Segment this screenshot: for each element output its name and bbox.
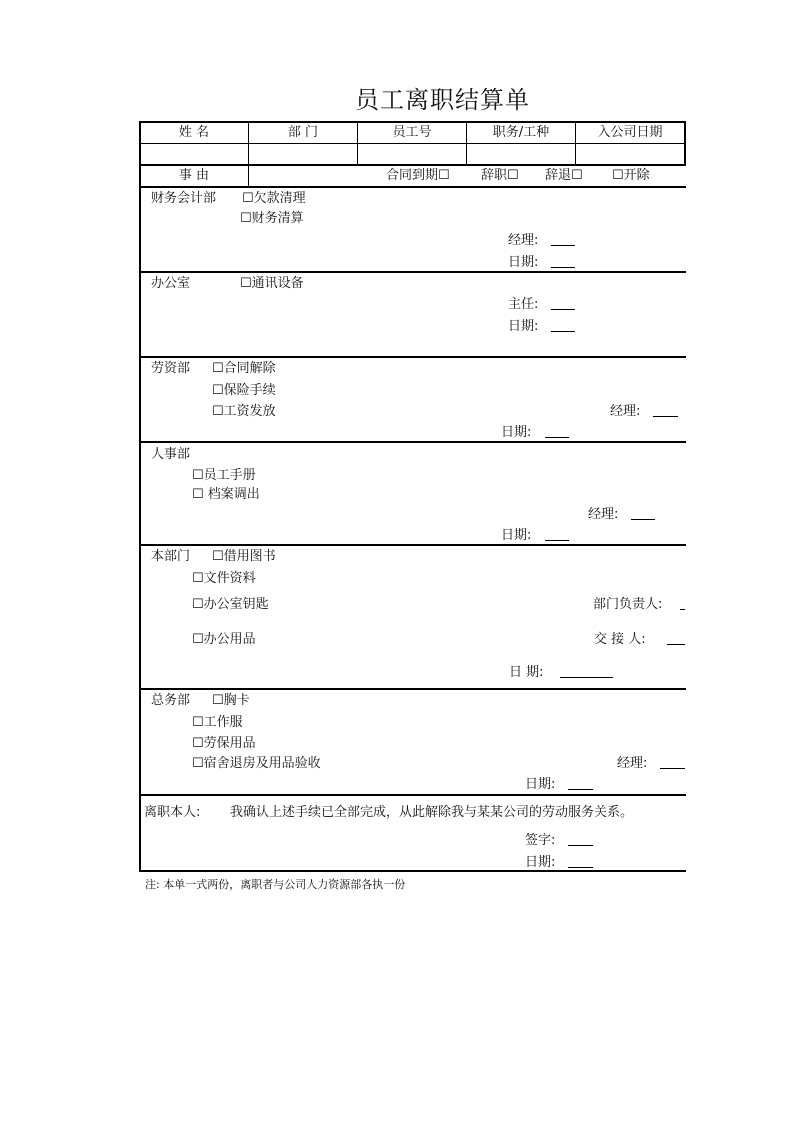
finance-date-label: 日期:: [508, 255, 539, 270]
finance-dept-label: 财务会计部: [151, 191, 217, 206]
hr-dept-label: 人事部: [151, 447, 191, 462]
labor-date-label: 日期:: [501, 425, 532, 440]
finance-item-settlement[interactable]: ☐财务清算: [240, 211, 304, 226]
hr-date-line[interactable]: [545, 530, 569, 541]
labor-manager-label: 经理:: [610, 404, 641, 419]
hr-section-bottom: [139, 544, 686, 546]
general-manager-label: 经理:: [617, 756, 648, 771]
finance-section-bottom: [139, 271, 686, 273]
office-section-bottom: [139, 356, 686, 358]
labor-date-line[interactable]: [545, 427, 569, 438]
office-dept-label: 办公室: [151, 276, 191, 291]
confirm-sign-label: 签字:: [525, 833, 556, 848]
hr-date-label: 日期:: [501, 528, 532, 543]
general-item-protective[interactable]: ☐劳保用品: [192, 736, 256, 751]
join-date-cell[interactable]: [577, 145, 683, 163]
dept-item-office-keys[interactable]: ☐办公室钥匙: [192, 597, 269, 612]
general-item-dormitory[interactable]: ☐宿舍退房及用品验收: [192, 756, 321, 771]
reason-dismissal[interactable]: 辞退☐: [545, 168, 583, 183]
confirm-sign-line[interactable]: [568, 835, 593, 846]
reason-resignation[interactable]: 辞职☐: [481, 168, 519, 183]
header-position: 职务/工种: [492, 125, 550, 140]
reason-expulsion[interactable]: ☐开除: [612, 168, 650, 183]
labor-manager-line[interactable]: [653, 406, 678, 417]
hr-item-file-transfer[interactable]: ☐ 档案调出: [192, 487, 260, 502]
table-border-left: [139, 122, 141, 872]
dept-item-documents[interactable]: ☐文件资料: [192, 571, 256, 586]
finance-manager-line[interactable]: [551, 235, 575, 246]
general-dept-label: 总务部: [151, 693, 191, 708]
dept-head-line[interactable]: [680, 599, 685, 610]
office-director-line[interactable]: [551, 299, 575, 310]
hr-manager-line[interactable]: [631, 509, 655, 520]
employee-id-cell[interactable]: [359, 145, 465, 163]
name-cell[interactable]: [141, 145, 247, 163]
department-cell[interactable]: [250, 145, 356, 163]
dept-item-books[interactable]: ☐借用图书: [212, 549, 276, 564]
header-row-divider: [139, 143, 686, 144]
labor-item-contract[interactable]: ☐合同解除: [212, 361, 276, 376]
confirm-date-label: 日期:: [525, 855, 556, 870]
office-director-label: 主任:: [508, 297, 539, 312]
general-item-badge[interactable]: ☐胸卡: [212, 693, 250, 708]
hr-item-handbook[interactable]: ☐员工手册: [192, 468, 256, 483]
table-border-top: [139, 121, 686, 123]
dept-label: 本部门: [151, 549, 191, 564]
header-employee-id: 员工号: [392, 125, 432, 140]
col-divider-5: [684, 122, 686, 165]
dept-handover-label: 交 接 人:: [594, 632, 646, 647]
labor-item-salary[interactable]: ☐工资发放: [212, 404, 276, 419]
reason-label: 事 由: [178, 168, 210, 183]
finance-manager-label: 经理:: [508, 233, 539, 248]
page-title: 员工离职结算单: [355, 86, 530, 114]
office-date-label: 日期:: [508, 319, 539, 334]
header-join-date: 入公司日期: [597, 125, 663, 140]
reason-contract-expiry[interactable]: 合同到期☐: [386, 168, 450, 183]
dept-handover-line[interactable]: [667, 634, 685, 645]
general-item-uniform[interactable]: ☐工作服: [192, 715, 243, 730]
general-date-line[interactable]: [568, 779, 593, 790]
general-manager-line[interactable]: [660, 758, 685, 769]
header-name: 姓 名: [178, 125, 210, 140]
dept-item-supplies[interactable]: ☐办公用品: [192, 632, 256, 647]
labor-item-insurance[interactable]: ☐保险手续: [212, 383, 276, 398]
confirm-statement: 我确认上述手续已全部完成，从此解除我与某某公司的劳动服务关系。: [230, 805, 634, 820]
general-section-bottom: [139, 794, 686, 796]
finance-item-debt[interactable]: ☐欠款清理: [242, 191, 306, 206]
office-item-telecom[interactable]: ☐通讯设备: [240, 276, 304, 291]
dept-section-bottom: [139, 688, 686, 690]
header-department: 部 门: [287, 125, 319, 140]
position-cell[interactable]: [468, 145, 574, 163]
reason-row-bottom: [139, 186, 686, 188]
dept-date-line[interactable]: [560, 667, 613, 678]
general-date-label: 日期:: [525, 777, 556, 792]
labor-dept-label: 劳资部: [151, 361, 191, 376]
confirm-label: 离职本人:: [144, 805, 201, 820]
confirm-date-line[interactable]: [568, 857, 593, 868]
office-date-line[interactable]: [551, 321, 575, 332]
labor-section-bottom: [139, 441, 686, 443]
dept-date-label: 日 期:: [509, 665, 544, 680]
table-border-bottom: [139, 870, 686, 872]
hr-manager-label: 经理:: [588, 507, 619, 522]
header-row-bottom: [139, 164, 686, 166]
finance-date-line[interactable]: [551, 257, 575, 268]
dept-head-label: 部门负责人:: [593, 597, 663, 612]
footnote: 注: 本单一式两份，离职者与公司人力资源部各执一份: [145, 878, 406, 891]
